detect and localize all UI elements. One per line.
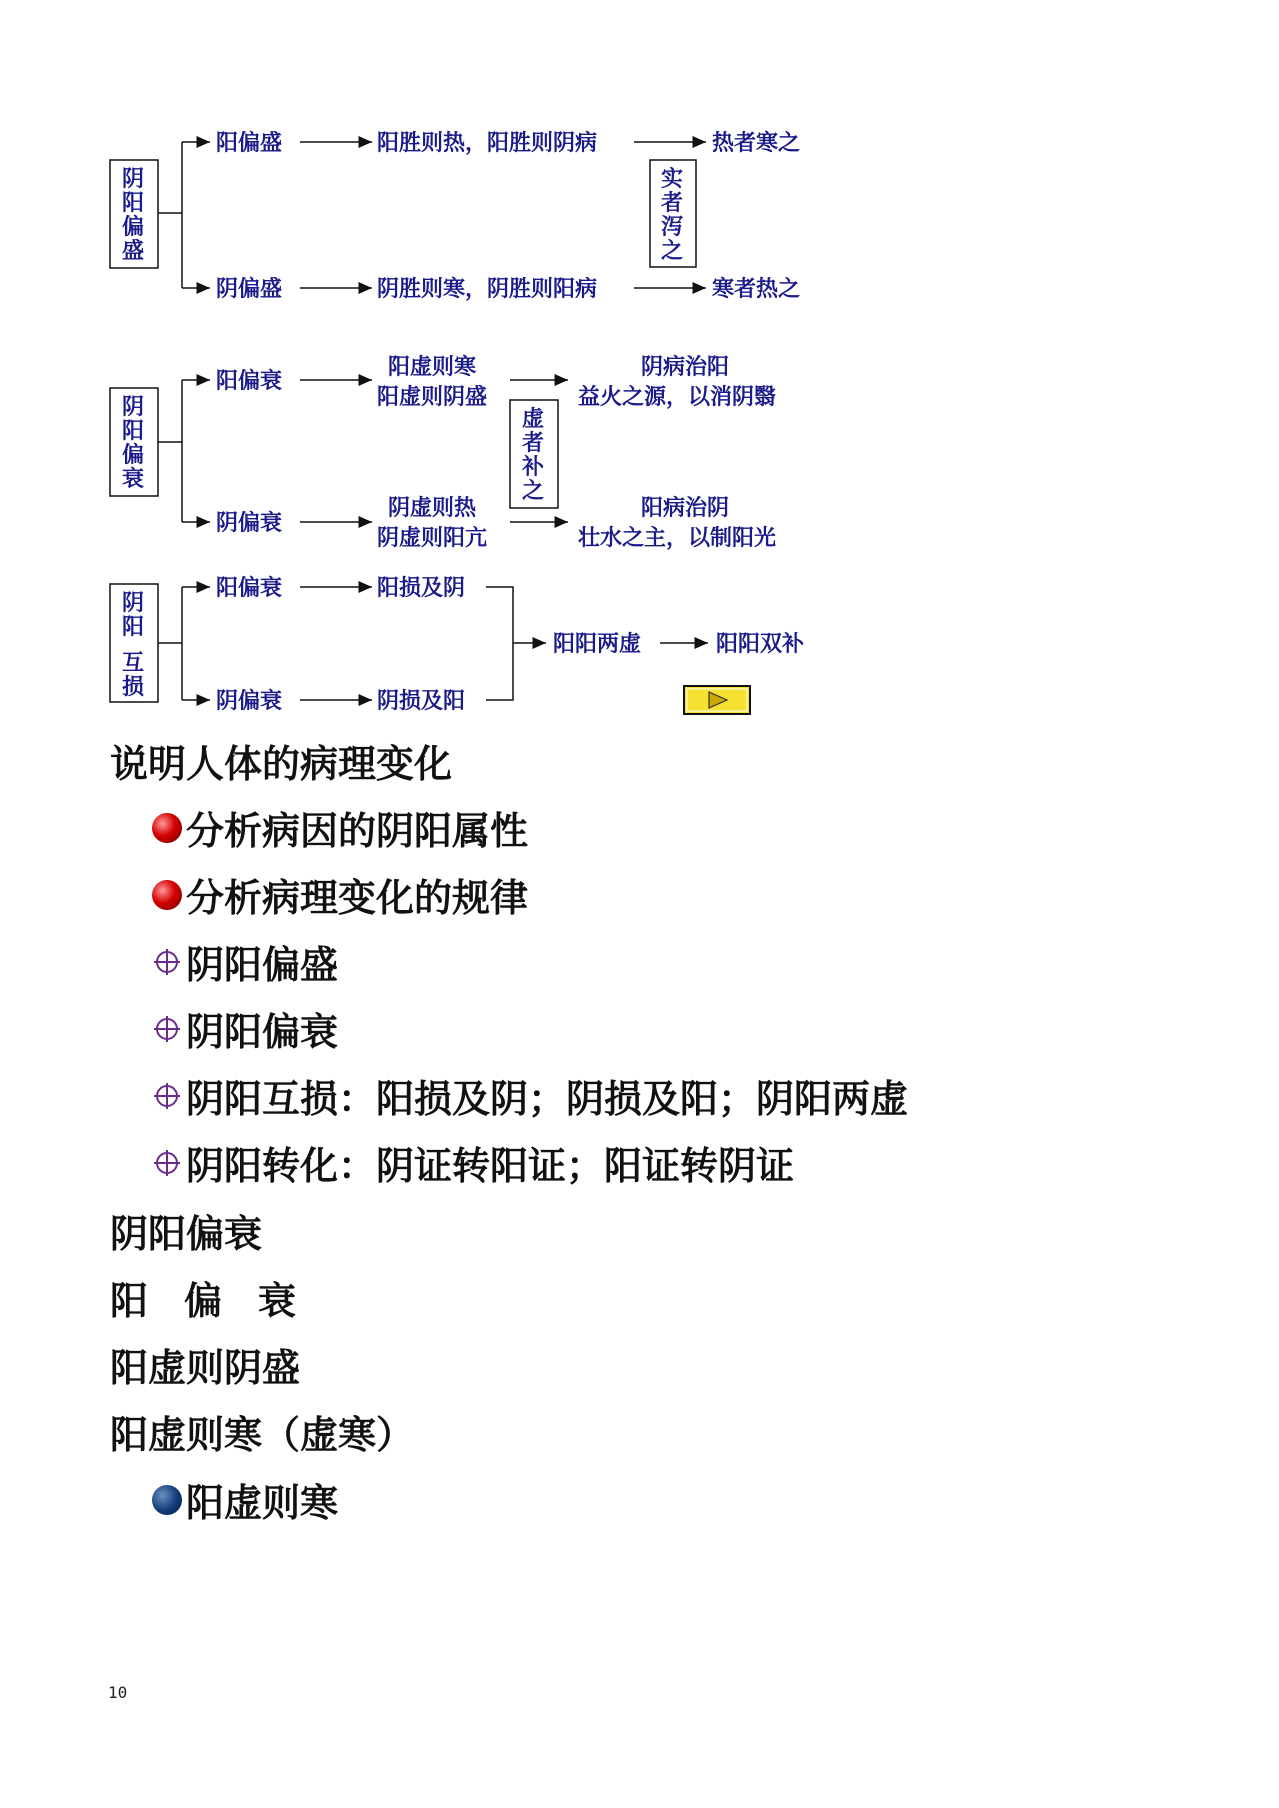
list-item <box>152 1135 794 1190</box>
svg-text:补: 补 <box>522 455 545 480</box>
blue-ball-icon <box>152 1485 182 1515</box>
list-item-text: 阴阳偏衰 <box>186 1010 339 1054</box>
block1-root-char: 偏 <box>122 215 145 240</box>
block1-principle-label <box>661 167 684 264</box>
heading-char: 偏 <box>184 1279 223 1323</box>
svg-text:互: 互 <box>122 651 145 676</box>
svg-text:阳: 阳 <box>122 419 145 444</box>
block1-bottom-mid: 阴胜则寒，阴胜则阳病 <box>377 277 598 302</box>
crosshair-icon <box>152 1148 182 1178</box>
heading-yang-deficiency-yin-excess: 阳虚则阴盛 <box>110 1346 301 1390</box>
block3-root-label <box>122 591 144 700</box>
list-item-text: 分析病因的阴阳属性 <box>186 809 529 853</box>
crosshair-icon <box>152 947 182 977</box>
list-item-text: 阴阳偏盛 <box>186 943 339 987</box>
svg-text:实: 实 <box>661 167 684 192</box>
svg-text:偏: 偏 <box>122 443 145 468</box>
list-item-text: 分析病理变化的规律 <box>186 876 529 920</box>
play-button[interactable] <box>684 686 750 714</box>
heading-yinyang-decline: 阴阳偏衰 <box>110 1212 263 1256</box>
heading-char: 衰 <box>258 1279 297 1323</box>
block3-bottom-branch: 阴偏衰 <box>216 689 283 714</box>
svg-text:泻: 泻 <box>661 215 684 240</box>
svg-text:之: 之 <box>661 239 684 264</box>
block3-bottom-mid: 阴损及阳 <box>377 689 466 714</box>
block2-bottom-end1: 阳病治阴 <box>641 496 730 521</box>
block3-top-mid: 阳损及阴 <box>377 576 466 601</box>
block2-top-end2: 益火之源，以消阴翳 <box>578 385 777 410</box>
block1-bottom-end: 寒者热之 <box>712 277 801 302</box>
block1-root-char: 阳 <box>122 191 145 216</box>
block1-root-label <box>122 167 144 264</box>
block3-top-branch: 阳偏衰 <box>216 576 283 601</box>
heading-pathology: 说明人体的病理变化 <box>110 742 453 786</box>
block1-top-branch: 阳偏盛 <box>216 131 283 156</box>
svg-text:阴: 阴 <box>122 591 145 616</box>
svg-text:损: 损 <box>122 675 145 700</box>
block2-bottom-branch: 阴偏衰 <box>216 511 283 536</box>
list-item <box>152 934 338 989</box>
block1-root-char: 盛 <box>122 239 145 264</box>
red-ball-icon <box>152 880 182 910</box>
block1-bottom-branch: 阴偏盛 <box>216 277 283 302</box>
block2-top-mid2: 阳虚则阴盛 <box>377 385 488 410</box>
block1-root-char: 阴 <box>122 167 145 192</box>
heading-yang-deficiency-cold: 阳虚则寒（虚寒） <box>110 1413 415 1457</box>
list-item <box>152 867 528 922</box>
list-item-text: 阴阳互损：阳损及阴；阴损及阳；阴阳两虚 <box>186 1077 909 1121</box>
list-item-text: 阳虚则寒 <box>186 1481 339 1525</box>
svg-text:阳: 阳 <box>122 615 145 640</box>
block1-top-end: 热者寒之 <box>712 131 801 156</box>
block2-top-mid1: 阳虚则寒 <box>388 355 477 380</box>
crosshair-icon <box>152 1081 182 1111</box>
list-item <box>152 1068 908 1123</box>
red-ball-icon <box>152 813 182 843</box>
svg-text:者: 者 <box>522 431 545 456</box>
crosshair-icon <box>152 1014 182 1044</box>
heading-yang-decline <box>110 1270 332 1325</box>
svg-text:阴: 阴 <box>122 395 145 420</box>
svg-text:者: 者 <box>661 191 684 216</box>
svg-text:之: 之 <box>522 479 545 504</box>
block3-merge: 阳阳两虚 <box>553 632 642 657</box>
block2-bottom-end2: 壮水之主，以制阳光 <box>578 526 777 551</box>
block3-end: 阳阳双补 <box>716 632 805 657</box>
yin-yang-pathology-diagram <box>0 0 1279 720</box>
list-item <box>152 1001 338 1056</box>
block2-bottom-mid1: 阴虚则热 <box>388 496 477 521</box>
svg-text:虚: 虚 <box>522 407 545 432</box>
list-item-text: 阴阳转化：阴证转阳证；阳证转阴证 <box>186 1144 795 1188</box>
block2-top-branch: 阳偏衰 <box>216 369 283 394</box>
page-number: 10 <box>108 1683 128 1702</box>
list-item <box>152 800 528 855</box>
block2-principle-label <box>521 406 544 504</box>
block1-top-mid: 阳胜则热，阳胜则阴病 <box>377 131 598 156</box>
block2-bottom-mid2: 阴虚则阳亢 <box>377 526 488 551</box>
heading-char: 阳 <box>110 1279 149 1323</box>
block2-top-end1: 阴病治阳 <box>641 355 730 380</box>
block2-root-label <box>122 395 144 492</box>
svg-text:衰: 衰 <box>122 467 145 492</box>
list-item <box>152 1472 338 1527</box>
